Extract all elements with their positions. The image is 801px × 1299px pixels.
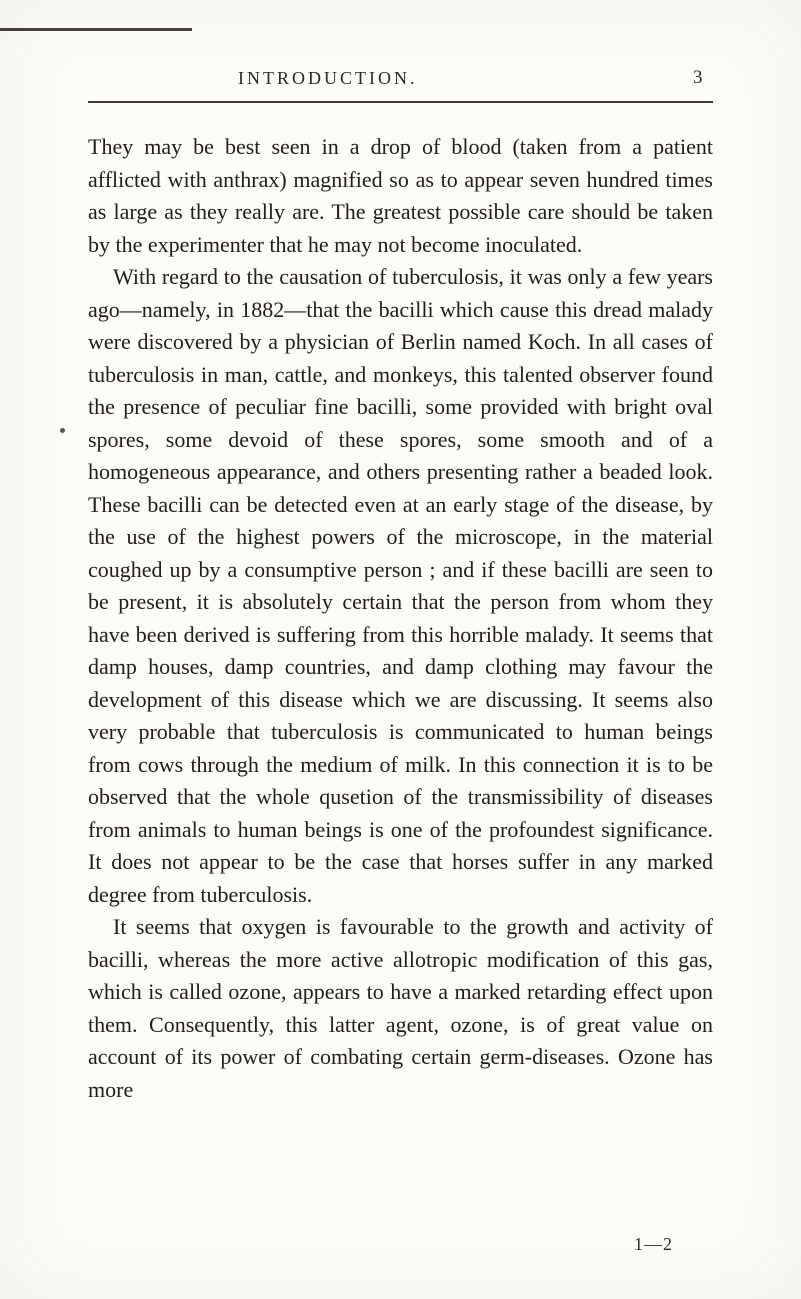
signature-mark: 1—2 xyxy=(634,1234,673,1254)
paragraph: It seems that oxygen is favourable to the growth and activity of bacilli, whereas the more active allotropic modification of this gas, which is called ozone, appears to have a marked retarding effect upon them. Consequently, this latter agent, ozone, is of great value on account of its power of combating certain germ-diseases. Ozone has more xyxy=(88,914,713,1102)
paragraph: They may be best seen in a drop of blood (taken from a patient afflicted with anthrax) magnified so as to appear seven hundred times as large as they really are. The greatest possible care should be taken by the experimenter that he may not become inoculated. xyxy=(88,134,713,257)
scan-artifact-line xyxy=(0,28,192,31)
running-title: INTRODUCTION. xyxy=(238,68,418,88)
scan-artifact-dot xyxy=(60,428,65,433)
header-rule xyxy=(88,101,713,103)
page-body xyxy=(88,131,713,1106)
page-number: 3 xyxy=(693,67,703,88)
paragraph: With regard to the causation of tuberculosis, it was only a few years ago—namely, in 1882—that the bacilli which cause this dread malady were discovered by a physician of Berlin named Koch. In all cases of tuberculosis in man, cattle, and monkeys, this talented observer found the presence of peculiar fine bacilli, some provided with bright oval spores, some devoid of these spores, some smooth and of a homogeneous appearance, and others presenting rather a beaded look. These bacilli can be detected even at an early stage of the disease, by the use of the highest powers of the microscope, in the material coughed up by a consumptive person ; and if these bacilli are seen to be present, it is absolutely certain that the person from whom they have been derived is suffering from this horrible malady. It seems that damp houses, damp countries, and damp clothing may favour the development of this disease which we are discussing. It seems also very probable that tuberculosis is communicated to human beings from cows through the medium of milk. In this connection it is to be observed that the whole qusetion of the transmissibility of diseases from animals to human beings is one of the profoundest significance. It does not appear to be the case that horses suffer in any marked degree from tuberculosis. xyxy=(88,264,713,907)
